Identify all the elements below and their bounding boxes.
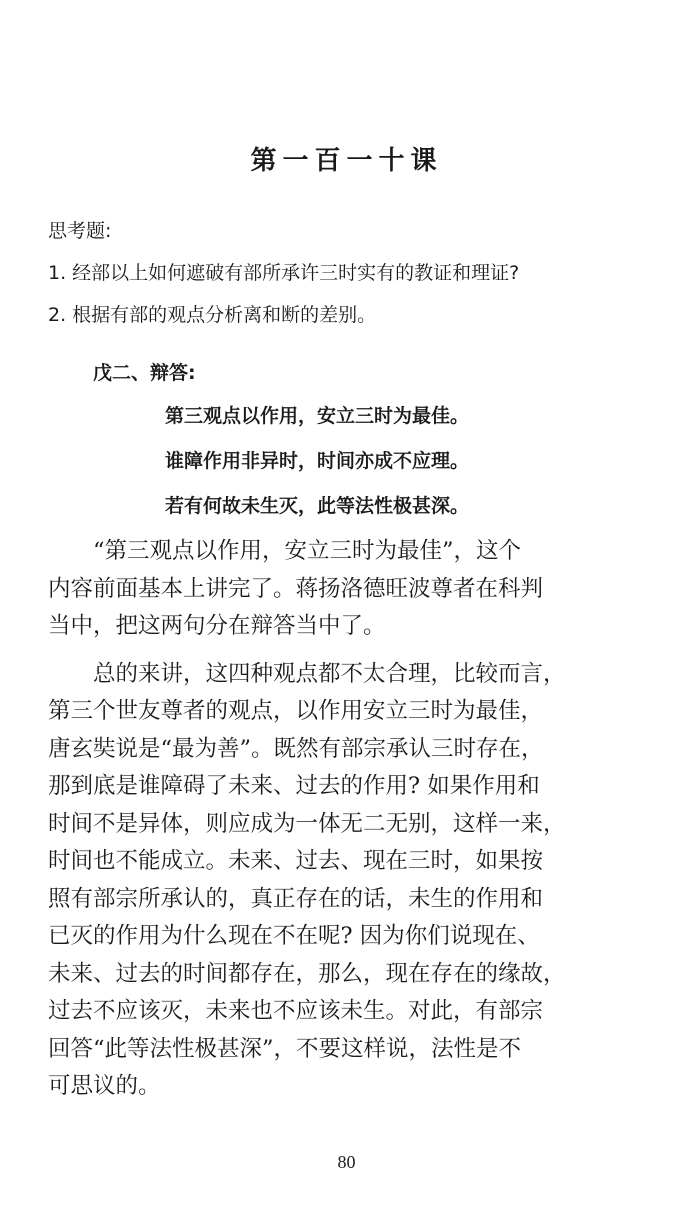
text-line: 回答“此等法性极甚深”，不要这样说，法性是不 xyxy=(48,1035,522,1062)
verse-line-3: 若有何故未生灭，此等法性极甚深。 xyxy=(165,495,470,517)
text-line: 过去不应该灭，未来也不应该未生。对此，有部宗 xyxy=(48,998,544,1024)
text-line: 时间不是异体，则应成为一体无二无别，这样一来， xyxy=(48,810,566,837)
paragraph-2 xyxy=(48,656,648,1106)
text-line: 唐玄奘说是“最为善”。既然有部宗承认三时存在， xyxy=(48,735,544,762)
lesson-title: 第一百一十课 xyxy=(250,146,443,176)
question-1: 1. 经部以上如何遮破有部所承许三时实有的教证和理证? xyxy=(48,262,520,284)
page-number: 80 xyxy=(337,1152,356,1172)
text-line: 第三个世友尊者的观点，以作用安立三时为最佳， xyxy=(48,698,544,724)
text-line: 那到底是谁障碍了未来、过去的作用? 如果作用和 xyxy=(48,773,540,799)
text-line: 内容前面基本上讲完了。蒋扬洛德旺波尊者在科判 xyxy=(48,575,544,602)
text-line: 照有部宗所承认的，真正存在的话，未生的作用和 xyxy=(48,885,544,912)
text-line: 已灭的作用为什么现在不在呢? 因为你们说现在、 xyxy=(48,923,540,949)
section-heading: 戊二、辩答: xyxy=(93,362,196,384)
study-questions xyxy=(48,210,658,336)
questions-heading: 思考题: xyxy=(48,220,112,242)
text-line: 当中，把这两句分在辩答当中了。 xyxy=(48,613,386,639)
text-line: 总的来讲，这四种观点都不太合理，比较而言， xyxy=(48,660,566,687)
text-line: “第三观点以作用，安立三时为最佳”，这个 xyxy=(48,538,522,564)
text-line: 未来、过去的时间都存在，那么，现在存在的缘故， xyxy=(48,960,566,987)
verse-line-2: 谁障作用非异时，时间亦成不应理。 xyxy=(165,450,470,472)
verse-block xyxy=(165,397,469,532)
paragraph-1 xyxy=(48,533,648,646)
question-2: 2. 根据有部的观点分析离和断的差别。 xyxy=(48,304,377,326)
body-text xyxy=(48,533,648,1116)
verse-line-1: 第三观点以作用，安立三时为最佳。 xyxy=(165,405,470,427)
text-line: 可思议的。 xyxy=(48,1073,161,1099)
text-line: 时间也不能成立。未来、过去、现在三时，如果按 xyxy=(48,848,544,874)
